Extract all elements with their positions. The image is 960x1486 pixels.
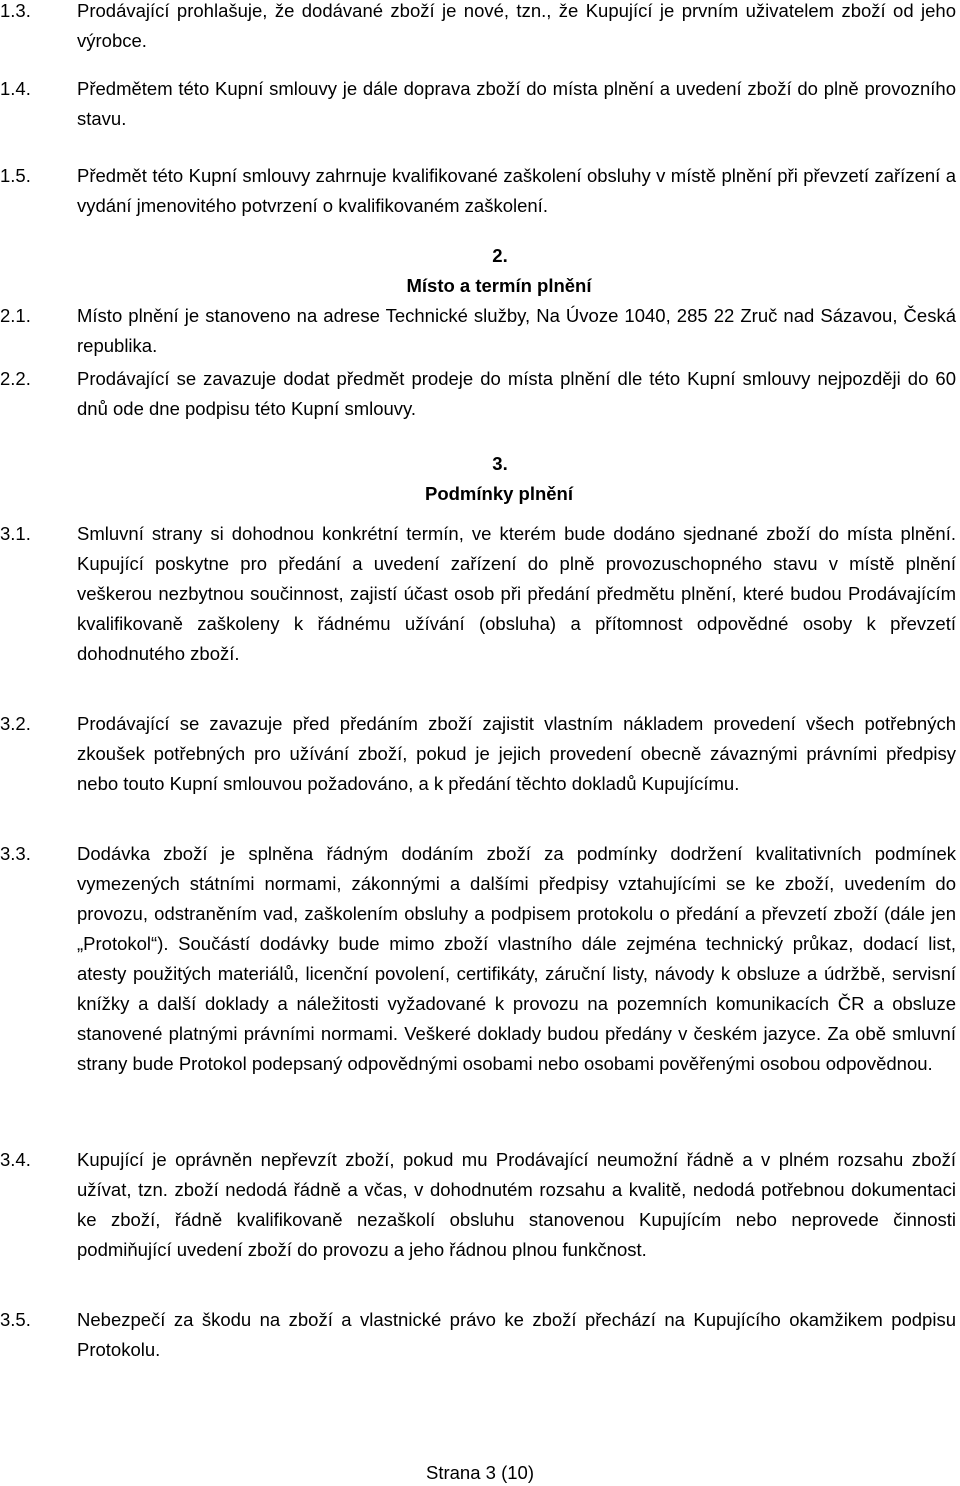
clause-3-3 xyxy=(0,839,958,1079)
clause-text: Místo plnění je stanoveno na adrese Technické služby, Na Úvoze 1040, 285 22 Zruč nad Sázavou, Česká republika. xyxy=(77,305,956,356)
clause-number: 3.3. xyxy=(0,843,31,864)
clause-number: 1.4. xyxy=(0,78,31,99)
section-title: Místo a termín plnění xyxy=(406,275,592,296)
clause-number: 2.1. xyxy=(0,305,31,326)
clause-text: Kupující je oprávněn nepřevzít zboží, pokud mu Prodávající neumožní řádně a v plném rozsahu zboží užívat, tzn. zboží nedodá řádně a včas, v dohodnutém rozsahu a kvalitě, nedodá potřebnou dokumentaci ke zboží, řádně kvalifikovaně nezaškolí obsluhu stanovenou Kupujícím nebo neprovede činnosti podmiňující uvedení zboží do provozu a jeho řádnou plnou funkčnost. xyxy=(77,1149,956,1260)
clause-text: Nebezpečí za škodu na zboží a vlastnické právo ke zboží přechází na Kupujícího okamžikem podpisu Protokolu. xyxy=(77,1309,956,1360)
clause-number: 3.5. xyxy=(0,1309,31,1330)
page-footer xyxy=(0,1460,960,1486)
section-heading-3 xyxy=(0,449,960,509)
section-heading-2 xyxy=(0,241,960,301)
clause-3-1 xyxy=(0,519,958,669)
clause-number: 1.5. xyxy=(0,165,31,186)
section-title: Podmínky plnění xyxy=(424,483,574,504)
clause-1-5 xyxy=(0,161,958,221)
section-number: 2. xyxy=(492,245,508,266)
clause-3-5 xyxy=(0,1305,958,1365)
clause-number: 3.2. xyxy=(0,713,31,734)
clause-2-2 xyxy=(0,364,958,424)
clause-text: Smluvní strany si dohodnou konkrétní termín, ve kterém bude dodáno sjednané zboží do místa plnění. Kupující poskytne pro předání a uvedení zařízení do plně provozuschopného stavu v místě plnění veškerou nezbytnou součinnost, zajistí účast osob při předání předmětu plnění, které budou Prodávajícím kvalifikovaně zaškoleny k řádnému užívání (obsluha) a přítomnost odpovědné osoby k převzetí dohodnutého zboží. xyxy=(77,523,956,664)
section-number: 3. xyxy=(492,453,508,474)
clause-1-3 xyxy=(0,0,958,56)
clause-text: Prodávající se zavazuje před předáním zboží zajistit vlastním nákladem provedení všech potřebných zkoušek potřebných pro užívání zboží, pokud je jejich provedení obecně závaznými právními předpisy nebo touto Kupní smlouvou požadováno, a k předání těchto dokladů Kupujícímu. xyxy=(77,713,956,794)
clause-number: 1.3. xyxy=(0,0,31,21)
clause-text: Předmět této Kupní smlouvy zahrnuje kvalifikované zaškolení obsluhy v místě plnění při převzetí zařízení a vydání jmenovitého potvrzení o kvalifikovaném zaškolení. xyxy=(77,165,956,216)
clause-number: 3.1. xyxy=(0,523,31,544)
clause-text: Prodávající prohlašuje, že dodávané zboží je nové, tzn., že Kupující je prvním uživatelem zboží od jeho výrobce. xyxy=(77,0,956,51)
clause-3-2 xyxy=(0,709,958,799)
clause-text: Předmětem této Kupní smlouvy je dále doprava zboží do místa plnění a uvedení zboží do plně provozního stavu. xyxy=(77,78,956,129)
clause-text: Prodávající se zavazuje dodat předmět prodeje do místa plnění dle této Kupní smlouvy nejpozději do 60 dnů ode dne podpisu této Kupní smlouvy. xyxy=(77,368,956,419)
clause-3-4 xyxy=(0,1145,958,1265)
page-number: Strana 3 (10) xyxy=(426,1462,534,1483)
clause-1-4 xyxy=(0,74,958,134)
clause-2-1 xyxy=(0,301,958,361)
clause-number: 3.4. xyxy=(0,1149,31,1170)
clause-number: 2.2. xyxy=(0,368,31,389)
clause-text: Dodávka zboží je splněna řádným dodáním zboží za podmínky dodržení kvalitativních podmínek vymezených státními normami, zákonnými a dalšími předpisy vztahujícími se ke zboží, uvedením do provozu, odstraněním vad, zaškolením obsluhy a podpisem protokolu o předání a převzetí zboží (dále jen „Protokol“). Součástí dodávky bude mimo zboží vlastního dále zejména technický průkaz, dodací list, atesty použitých materiálů, licenční povolení, certifikáty, záruční listy, návody k obsluze a údržbě, servisní knížky a další doklady a náležitosti vyžadované k provozu na pozemních komunikacích ČR a obsluze stanovené platnými právními normami. Veškeré doklady budou předány v českém jazyce. Za obě smluvní strany bude Protokol podepsaný odpovědnými osobami nebo osobami pověřenými osobou odpovědnou. xyxy=(77,843,956,1074)
